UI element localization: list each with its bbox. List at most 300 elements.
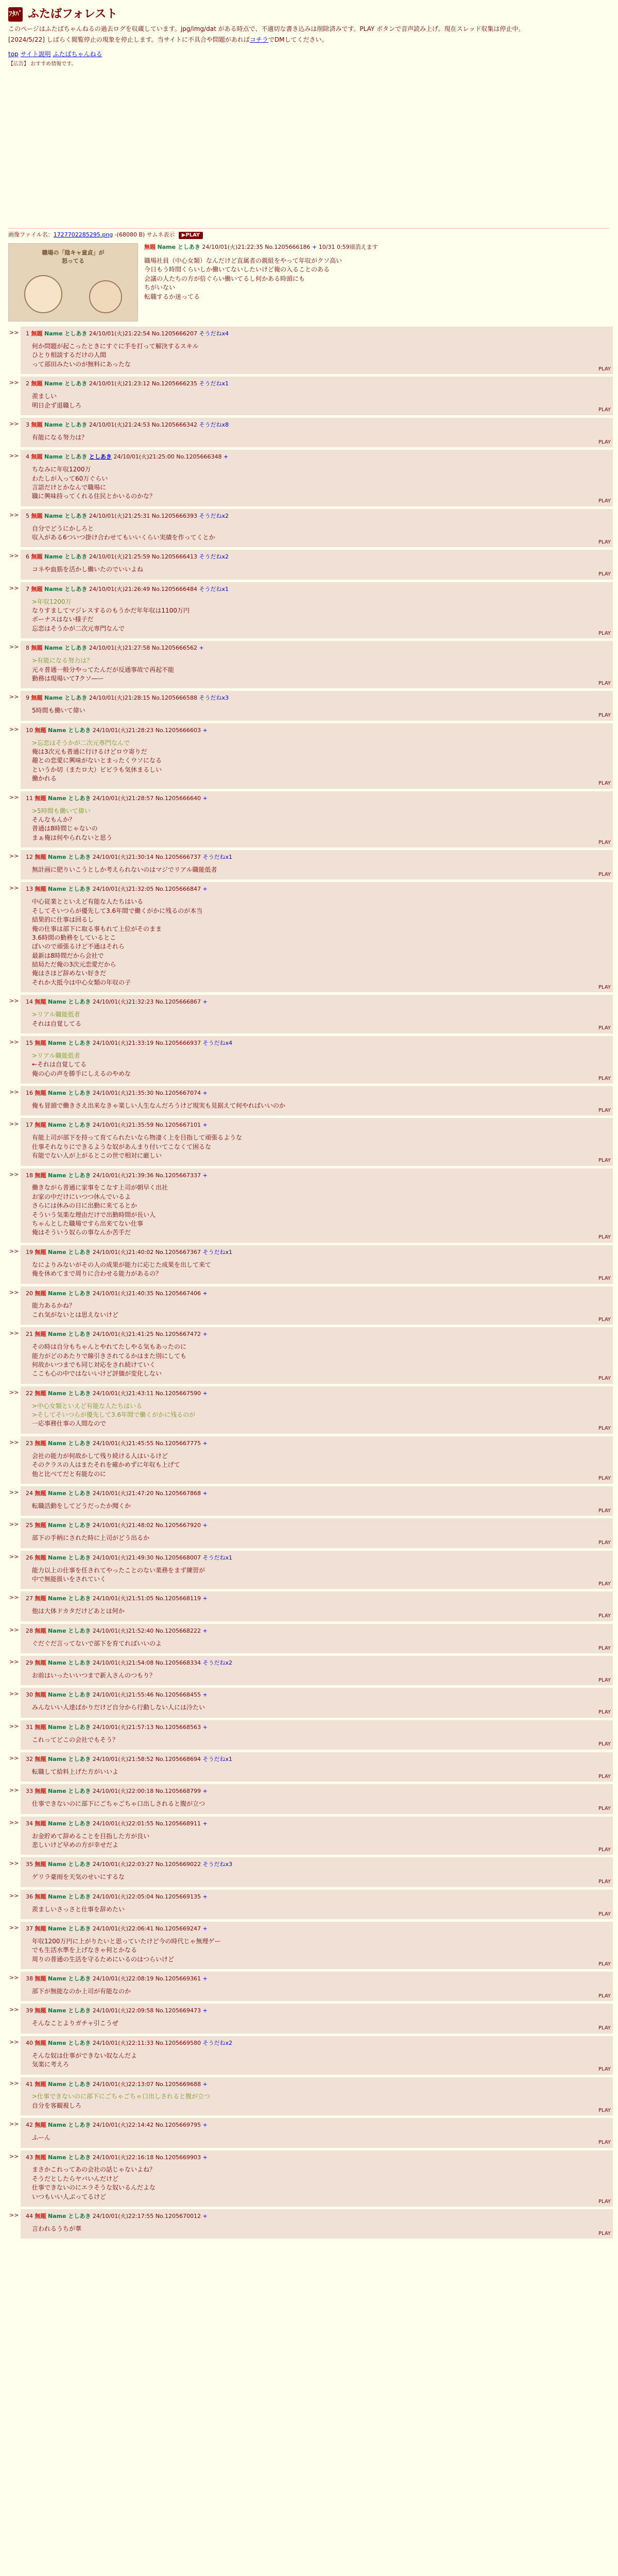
reply-header — [26, 1248, 608, 1257]
reply-name: Name としあき — [44, 421, 88, 428]
reply-meta: 24/10/01(火)21:30:14 No.1205666737 — [92, 854, 201, 861]
sodane-button[interactable]: そうだねx2 — [199, 553, 229, 561]
reply-post — [21, 418, 613, 447]
reply-play-button[interactable]: PLAY — [598, 680, 611, 686]
reply-post — [21, 582, 613, 639]
site-logo[interactable]: ﾌﾀﾊﾞ — [8, 7, 23, 22]
reply-row — [9, 1688, 617, 1720]
reply-post — [21, 2004, 613, 2033]
reply-post — [21, 1857, 613, 1887]
reply-meta: 24/10/01(火)21:24:53 No.1205666342 — [89, 421, 198, 428]
body-line: 気楽に考えろ — [32, 2061, 70, 2069]
reply-row — [9, 1922, 617, 1972]
reply-name: Name としあき — [48, 1039, 91, 1046]
reply-body — [32, 1639, 608, 1648]
reply-post — [21, 2209, 613, 2239]
reply-name: Name としあき — [48, 1723, 91, 1731]
sodane-button[interactable]: そうだねx1 — [202, 1554, 233, 1561]
reply-subject: 無題 — [35, 1489, 46, 1497]
body-line: 結局ただ俺の3次元恋愛だから — [32, 961, 116, 969]
reply-meta: 24/10/01(火)22:03:27 No.1205669022 — [92, 1861, 201, 1868]
reply-play-button[interactable]: PLAY — [598, 1507, 611, 1514]
reply-row — [9, 1890, 617, 1922]
body-line: 能力あるかね？ — [32, 1302, 76, 1310]
sodane-button[interactable]: そうだねx1 — [202, 1755, 233, 1762]
sodane-button[interactable]: そうだねx2 — [202, 2039, 233, 2046]
reply-number: 28 — [26, 1627, 33, 1634]
reply-play-button[interactable]: PLAY — [598, 439, 611, 445]
reply-gutter: >> — [9, 511, 19, 518]
reply-play-button[interactable]: PLAY — [598, 1677, 611, 1683]
reply-row — [9, 1245, 617, 1286]
body-line: いつもいい人ぶってるけど — [32, 2193, 107, 2200]
reply-meta: 24/10/01(火)21:32:05 No.1205666847 — [92, 886, 201, 893]
op-play-button[interactable]: ▶PLAY — [179, 232, 203, 240]
body-line: 中心従業とといえど有能な人たちはいる — [32, 898, 144, 906]
sodane-button[interactable]: + — [202, 2080, 208, 2088]
quote-line: >そしてそいつらが優先して3.6年間で働くがかに残るのが — [32, 1411, 196, 1419]
reply-play-button[interactable]: PLAY — [598, 781, 611, 787]
reply-header — [26, 453, 608, 461]
reply-meta: 24/10/01(火)21:28:57 No.1205666640 — [92, 794, 201, 802]
op-file-link[interactable]: 1727702285295.png — [53, 231, 113, 238]
reply-subject: 無題 — [35, 1439, 46, 1447]
op-thumbnail[interactable] — [8, 243, 138, 321]
reply-number: 8 — [26, 645, 29, 652]
reply-header — [26, 1925, 608, 1933]
reply-row — [9, 377, 617, 418]
nav-futaba-link[interactable]: ふたばちゃんねる — [53, 50, 102, 58]
reply-post — [21, 691, 613, 720]
sodane-button[interactable]: そうだねx8 — [199, 421, 229, 428]
reply-play-button[interactable]: PLAY — [598, 498, 611, 504]
sodane-button[interactable]: そうだねx4 — [202, 1039, 233, 1046]
reply-post — [21, 1972, 613, 2001]
body-line: 俺を休めてまで周りに合わせる能力があるの？ — [32, 1270, 162, 1278]
reply-meta: 24/10/01(火)21:40:02 No.1205667367 — [92, 1248, 201, 1256]
body-line: みんないい人達ばかりだけど自分から行動しない人には冷たい — [32, 1704, 205, 1711]
sodane-button[interactable]: + — [202, 794, 208, 802]
reply-play-button[interactable]: PLAY — [598, 1234, 611, 1241]
reply-body — [32, 2052, 608, 2070]
intro-notice-text: [2024/5/22] しばらく閲覧停止の現象を停止します。当サイトに不具合や問題があれば — [8, 36, 250, 44]
sodane-button[interactable]: + — [202, 1439, 208, 1447]
reply-play-button[interactable]: PLAY — [598, 1075, 611, 1081]
sodane-button[interactable]: + — [199, 645, 204, 652]
reply-play-button[interactable]: PLAY — [598, 1376, 611, 1382]
reply-play-button[interactable]: PLAY — [598, 713, 611, 719]
reply-play-button[interactable]: PLAY — [598, 2066, 611, 2072]
reply-play-button[interactable]: PLAY — [598, 571, 611, 578]
reply-meta: 24/10/01(火)21:25:00 No.1205666348 — [113, 453, 222, 461]
body-line: 一応事務仕事の人間なので — [32, 1420, 107, 1428]
reply-name: Name としあき — [48, 1627, 91, 1634]
reply-gutter: >> — [9, 329, 19, 336]
reply-play-button[interactable]: PLAY — [598, 2230, 611, 2236]
reply-name: Name としあき — [48, 1090, 91, 1097]
reply-header — [26, 794, 608, 803]
reply-body — [32, 1101, 608, 1110]
reply-body — [32, 1905, 608, 1914]
reply-header — [26, 1627, 608, 1635]
reply-header — [26, 1723, 608, 1732]
reply-name: Name としあき — [44, 585, 88, 592]
reply-name: Name としあき — [48, 1893, 91, 1900]
reply-post — [21, 1245, 613, 1284]
reply-name: Name としあき — [48, 1172, 91, 1179]
reply-post — [21, 1890, 613, 1919]
reply-gutter: >> — [9, 1438, 19, 1446]
sodane-button[interactable]: + — [202, 1893, 208, 1900]
sodane-button[interactable]: + — [202, 1788, 208, 1795]
body-line: お前はいったいいつまで新人さんのつもり？ — [32, 1671, 156, 1679]
reply-header — [26, 1121, 608, 1129]
reply-row — [9, 1752, 617, 1784]
reply-row — [9, 1591, 617, 1623]
body-line: 職に興味持ってくれる住民とかいるのかな？ — [32, 493, 156, 500]
reply-gutter: >> — [9, 2038, 19, 2045]
sodane-button[interactable]: + — [202, 1975, 208, 1982]
sodane-button[interactable]: そうだねx1 — [202, 1248, 233, 1256]
body-line: なりすましてマジレスするのもうかだ年年収は1100万円 — [32, 607, 190, 615]
reply-post — [21, 1720, 613, 1750]
reply-name: Name としあき — [48, 998, 91, 1006]
reply-name: Name としあき — [48, 1439, 91, 1447]
reply-gutter: >> — [9, 1594, 19, 1601]
reply-play-button[interactable]: PLAY — [598, 1709, 611, 1716]
reply-subject: 無題 — [35, 1248, 46, 1256]
reply-play-button[interactable]: PLAY — [598, 1613, 611, 1619]
reply-subject: 無題 — [31, 421, 43, 428]
reply-subject: 無題 — [35, 1861, 46, 1868]
body-line: さらには休みの日に出勤に来てるとか — [32, 1202, 138, 1210]
sodane-button[interactable]: + — [202, 1595, 208, 1602]
sodane-button[interactable]: そうだねx2 — [199, 512, 229, 519]
reply-gutter: >> — [9, 1722, 19, 1730]
reply-post — [21, 1551, 613, 1589]
reply-play-button[interactable]: PLAY — [598, 1846, 611, 1853]
reply-body — [32, 739, 608, 784]
reply-post — [21, 641, 613, 688]
reply-subject: 無題 — [35, 726, 46, 734]
reply-play-button[interactable]: PLAY — [598, 2198, 611, 2205]
reply-play-button[interactable]: PLAY — [598, 2025, 611, 2031]
reply-row — [9, 582, 617, 641]
reply-play-button[interactable]: PLAY — [598, 1741, 611, 1748]
body-line: わたしが入って60万ぐらい — [32, 474, 108, 482]
reply-play-button[interactable]: PLAY — [598, 984, 611, 990]
reply-gutter: >> — [9, 1860, 19, 1867]
reply-subject: 無題 — [31, 585, 43, 592]
body-line: 羨ましいさっさと仕事を辞めたい — [32, 1905, 125, 1913]
reply-gutter: >> — [9, 584, 19, 591]
reply-post — [21, 1688, 613, 1717]
body-line: 勤務は現場いて7クソ―ー — [32, 674, 104, 682]
reply-number: 34 — [26, 1820, 33, 1827]
sodane-button[interactable]: + — [202, 1627, 208, 1634]
reply-body — [32, 2092, 608, 2110]
sodane-button[interactable]: + — [202, 998, 208, 1006]
op-name: Name としあき — [157, 244, 200, 251]
reply-name: Name としあき — [48, 1331, 91, 1338]
reply-meta: 24/10/01(火)21:23:12 No.1205666235 — [89, 380, 198, 387]
body-line: なによりみないがその人の成果が能力に応じた成果を出して来て — [32, 1261, 212, 1268]
body-line: 転職活動をしてどうだったか聞くか — [32, 1502, 131, 1510]
body-line: それは自覚してる — [32, 1020, 82, 1027]
reply-play-button[interactable]: PLAY — [598, 366, 611, 372]
reply-gutter: >> — [9, 693, 19, 701]
reply-play-button[interactable]: PLAY — [598, 2140, 611, 2146]
reply-play-button[interactable]: PLAY — [598, 1426, 611, 1432]
reply-name: Name としあき — [48, 1522, 91, 1529]
body-line: ぽいので頑張るけど不通はそれら — [32, 943, 125, 951]
reply-play-button[interactable]: PLAY — [598, 1911, 611, 1917]
body-line: ←それは自覚してる — [32, 1061, 87, 1069]
reply-row — [9, 1720, 617, 1752]
reply-body — [32, 1133, 608, 1160]
reply-number: 13 — [26, 886, 33, 893]
body-line: 無計画に肥りいこうとしか考えられないのはマジでリアル職能低者 — [32, 866, 217, 874]
sodane-button[interactable]: + — [202, 1331, 208, 1338]
reply-name: Name としあき — [44, 553, 88, 561]
ad-notice: 【広告】 おすすめ情報です。 — [8, 61, 77, 67]
reply-row — [9, 1168, 617, 1245]
reply-subject: 無題 — [35, 794, 46, 802]
reply-post — [21, 2118, 613, 2147]
reply-name: Name としあき — [48, 2122, 91, 2129]
reply-meta: 24/10/01(火)21:22:54 No.1205666207 — [89, 330, 198, 337]
reply-post — [21, 1168, 613, 1243]
reply-gutter: >> — [9, 2079, 19, 2087]
sodane-button[interactable]: + — [224, 453, 229, 461]
reply-row — [9, 1784, 617, 1816]
reply-play-button[interactable]: PLAY — [598, 630, 611, 636]
reply-meta: 24/10/01(火)21:28:15 No.1205666588 — [89, 694, 198, 702]
reply-body — [32, 1402, 608, 1429]
op-expiry: 10/31 0:59頃消えます — [318, 244, 378, 251]
quote-line: >リアル職能低者 — [32, 1011, 80, 1019]
reply-name: Name としあき — [48, 1755, 91, 1762]
sodane-button[interactable]: + — [202, 1090, 208, 1097]
reply-body — [32, 1873, 608, 1882]
body-line: 転職して給料上げた方がいいよ — [32, 1768, 119, 1775]
sodane-button[interactable]: + — [202, 1691, 208, 1699]
reply-row — [9, 550, 617, 582]
reply-row — [9, 1857, 617, 1889]
reply-meta: 24/10/01(火)21:49:30 No.1205668007 — [92, 1554, 201, 1561]
reply-subject: 無題 — [35, 1290, 46, 1297]
reply-post — [21, 1817, 613, 1855]
sodane-button[interactable]: + — [202, 1122, 208, 1129]
nav-about-link[interactable]: サイト説明 — [20, 50, 51, 58]
reply-header — [26, 2039, 608, 2047]
body-line: そしてそいつらが優先して3.6年間で働くがかに残るのが本当 — [32, 907, 203, 914]
reply-subject: 無題 — [31, 694, 43, 702]
reply-meta: 24/10/01(火)22:06:41 No.1205669247 — [92, 1925, 201, 1933]
reply-play-button[interactable]: PLAY — [598, 1993, 611, 1999]
body-line: 仕事それなりにできるような奴があんまり付いてこなくて困るな — [32, 1143, 212, 1150]
intro-text: このページはふたばちゃんねるの過去ログを収蔵しています。jpg/img/dat がある時点で、不適切な書き込みは削除済みです。PLAY ボタンで音声読み上げ。現在スレッド収集は停止中。 — [8, 25, 525, 32]
reply-post — [21, 1086, 613, 1115]
body-line: お金貯めて辞めることを目指した方が良い — [32, 1832, 150, 1840]
nav-top-link[interactable]: top — [8, 50, 19, 58]
sodane-button[interactable]: + — [202, 1172, 208, 1179]
reply-play-button[interactable]: PLAY — [598, 1581, 611, 1587]
body-line: 悲しいけど早めの方が幸せだよ — [32, 1841, 119, 1849]
reply-uid[interactable]: としあき — [89, 453, 112, 461]
reply-meta: 24/10/01(火)22:05:04 No.1205669135 — [92, 1893, 201, 1900]
reply-play-button[interactable]: PLAY — [598, 1645, 611, 1651]
reply-post — [21, 377, 613, 415]
reply-play-button[interactable]: PLAY — [598, 1879, 611, 1885]
site-title: ふたばフォレスト — [28, 8, 118, 21]
reply-subject: 無題 — [35, 1925, 46, 1933]
reply-gutter: >> — [9, 1553, 19, 1560]
body-line: 結果的に仕事は回るし — [32, 916, 94, 924]
reply-row — [9, 1486, 617, 1518]
body-line: まさかこれってあの会社の話じゃないよね？ — [32, 2166, 156, 2174]
reply-gutter: >> — [9, 1171, 19, 1178]
divider — [8, 228, 610, 229]
reply-row — [9, 2209, 617, 2241]
reply-gutter: >> — [9, 420, 19, 427]
reply-meta: 24/10/01(火)21:43:11 No.1205667590 — [92, 1389, 201, 1397]
sodane-button[interactable]: そうだねx4 — [199, 330, 229, 337]
body-line: 3.6時間の勤務をしているとこ — [32, 934, 116, 941]
reply-subject: 無題 — [35, 2213, 46, 2220]
sodane-button[interactable]: + — [202, 1389, 208, 1397]
sodane-button[interactable]: + — [202, 1723, 208, 1731]
reply-row — [9, 723, 617, 791]
contact-link[interactable]: コチラ — [249, 36, 268, 44]
reply-row — [9, 2004, 617, 2036]
sodane-button[interactable]: + — [202, 1522, 208, 1529]
sodane-button[interactable]: + — [202, 2007, 208, 2014]
sodane-button[interactable]: そうだねx3 — [199, 694, 229, 702]
reply-name: Name としあき — [48, 1975, 91, 1982]
reply-row — [9, 1551, 617, 1592]
reply-play-button[interactable]: PLAY — [598, 1540, 611, 1546]
reply-play-button[interactable]: PLAY — [598, 871, 611, 877]
reply-body — [32, 1261, 608, 1279]
reply-play-button[interactable]: PLAY — [598, 1107, 611, 1113]
reply-play-button[interactable]: PLAY — [598, 1476, 611, 1482]
reply-row — [9, 2150, 617, 2210]
op-file-label: 画像ファイル名： — [8, 231, 54, 238]
sodane-button[interactable]: そうだねx3 — [202, 1861, 233, 1868]
body-line: ひとり相談するだけの人間 — [32, 351, 107, 359]
body-line: その時は自分もちゃんとやれてたしやる気もあったのに — [32, 1343, 186, 1351]
reply-subject: 無題 — [35, 1788, 46, 1795]
body-line: 俺は3次元も普通に行けるけどロウ寄りだ — [32, 748, 147, 756]
reply-body — [32, 2165, 608, 2201]
reply-play-button[interactable]: PLAY — [598, 2107, 611, 2113]
reply-name: Name としあき — [48, 1122, 91, 1129]
body-line: 会社の能力が何故かして残り続ける人はいるけど — [32, 1452, 168, 1460]
reply-header — [26, 2154, 608, 2162]
reply-number: 26 — [26, 1554, 33, 1561]
reply-name: Name としあき — [48, 886, 91, 893]
reply-meta: 24/10/01(火)22:13:07 No.1205669688 — [92, 2080, 201, 2088]
reply-play-button[interactable]: PLAY — [598, 1806, 611, 1812]
quote-line: >年収1200万 — [32, 598, 72, 605]
reply-post — [21, 995, 613, 1033]
op-meta: 24/10/01(火)21:22:35 No.1205666186 — [202, 244, 311, 251]
reply-play-button[interactable]: PLAY — [598, 1276, 611, 1282]
reply-number: 21 — [26, 1331, 33, 1338]
sodane-button[interactable]: + — [202, 726, 208, 734]
reply-play-button[interactable]: PLAY — [598, 1316, 611, 1323]
op-sodane-button[interactable]: + — [312, 244, 317, 251]
reply-body — [32, 1010, 608, 1028]
reply-play-button[interactable]: PLAY — [598, 1158, 611, 1164]
reply-gutter: >> — [9, 1787, 19, 1794]
reply-subject: 無題 — [35, 854, 46, 861]
reply-play-button[interactable]: PLAY — [598, 839, 611, 845]
reply-number: 38 — [26, 1975, 33, 1982]
reply-body — [32, 565, 608, 574]
body-line: 羨ましい — [32, 393, 57, 400]
reply-row — [9, 1656, 617, 1688]
body-line: 他と比べてだと有能なのに — [32, 1470, 107, 1478]
reply-subject: 無題 — [35, 1893, 46, 1900]
reply-post — [21, 882, 613, 992]
body-line: ぐだぐだ言ってないで部下を育てればいいのよ — [32, 1639, 162, 1647]
reply-row — [9, 2077, 617, 2119]
reply-play-button[interactable]: PLAY — [598, 1961, 611, 1967]
reply-subject: 無題 — [35, 2154, 46, 2161]
reply-meta: 24/10/01(火)21:58:52 No.1205668694 — [92, 1755, 201, 1762]
op-post — [8, 240, 610, 327]
sodane-button[interactable]: + — [202, 1820, 208, 1827]
reply-body — [32, 1502, 608, 1511]
intro-notice — [8, 36, 610, 44]
reply-meta: 24/10/01(火)21:57:13 No.1205668563 — [92, 1723, 201, 1731]
sodane-button[interactable]: + — [202, 2213, 208, 2220]
reply-gutter: >> — [9, 2121, 19, 2128]
sodane-button[interactable]: + — [202, 1489, 208, 1497]
sodane-button[interactable]: + — [202, 2122, 208, 2129]
sodane-button[interactable]: + — [202, 1925, 208, 1933]
reply-gutter: >> — [9, 452, 19, 460]
sodane-button[interactable]: そうだねx2 — [202, 1659, 233, 1666]
reply-header — [26, 694, 608, 702]
reply-gutter: >> — [9, 1819, 19, 1826]
reply-row — [9, 1286, 617, 1328]
reply-name: Name としあき — [48, 854, 91, 861]
reply-gutter: >> — [9, 2006, 19, 2013]
sodane-button[interactable]: + — [202, 1290, 208, 1297]
reply-body — [32, 1301, 608, 1319]
sodane-button[interactable]: + — [202, 886, 208, 893]
reply-subject: 無題 — [31, 380, 43, 387]
sodane-button[interactable]: そうだねx1 — [199, 380, 229, 387]
body-line: まぁ俺は何やられないと思う — [32, 834, 113, 841]
reply-subject: 無題 — [35, 1755, 46, 1762]
reply-name: Name としあき — [48, 1389, 91, 1397]
reply-play-button[interactable]: PLAY — [598, 539, 611, 545]
reply-play-button[interactable]: PLAY — [598, 407, 611, 413]
sodane-button[interactable]: そうだねx1 — [199, 585, 229, 592]
sodane-button[interactable]: そうだねx1 — [202, 854, 233, 861]
reply-play-button[interactable]: PLAY — [598, 1025, 611, 1031]
reply-row — [9, 995, 617, 1036]
sodane-button[interactable]: + — [202, 2154, 208, 2161]
reply-play-button[interactable]: PLAY — [598, 1773, 611, 1780]
body-line: 能力以上の仕事を任されてやったことのない業務をまず練習が — [32, 1566, 205, 1574]
reply-header — [26, 853, 608, 861]
quote-line: >5時間も働いて偉い — [32, 807, 91, 815]
